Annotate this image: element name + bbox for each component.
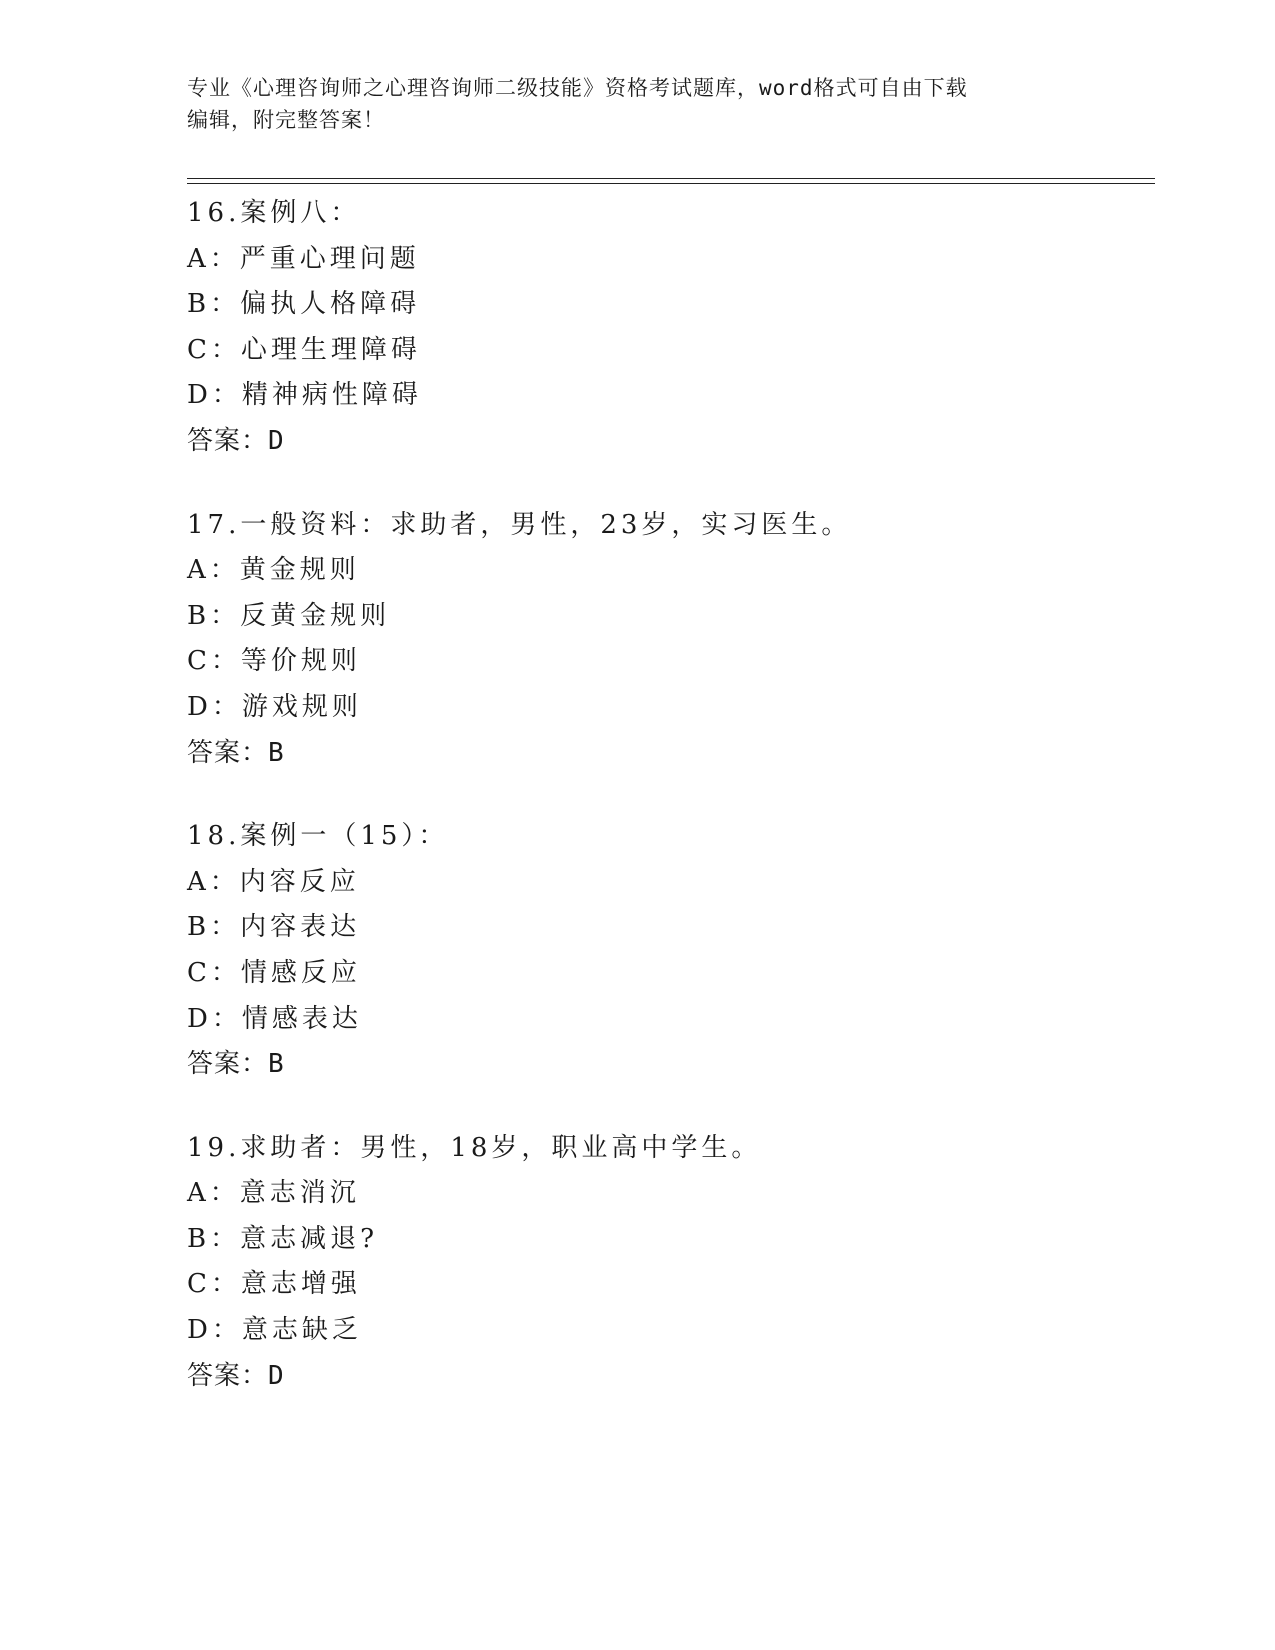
option-d: D：游戏规则 — [187, 691, 362, 722]
option-a: A：黄金规则 — [187, 555, 360, 586]
option-a: A：严重心理问题 — [187, 243, 420, 274]
document-header — [187, 72, 1087, 136]
option-d: D：精神病性障碍 — [187, 380, 422, 411]
question-list — [187, 191, 1147, 1437]
option-d: D：情感表达 — [187, 1003, 362, 1034]
option-b: B：内容表达 — [187, 912, 361, 943]
option-a: A：内容反应 — [187, 866, 360, 897]
answer-line: 答案：D — [187, 1360, 285, 1391]
question-19 — [187, 1126, 1147, 1400]
option-c: C：情感反应 — [187, 957, 361, 988]
header-line-1: 专业《心理咨询师之心理咨询师二级技能》资格考试题库，word格式可自由下载 — [187, 76, 968, 100]
question-stem: 18.案例一（15）： — [187, 821, 449, 852]
option-c: C：心理生理障碍 — [187, 334, 421, 365]
question-stem: 16.案例八： — [187, 198, 361, 228]
answer-line: 答案：B — [187, 737, 285, 768]
option-d: D：意志缺乏 — [187, 1315, 362, 1346]
option-c: C：意志增强 — [187, 1269, 361, 1300]
option-b: B：意志减退? — [187, 1223, 379, 1254]
option-a: A：意志消沉 — [187, 1178, 360, 1209]
question-stem: 19.求助者：男性，18岁，职业高中学生。 — [187, 1132, 762, 1163]
header-divider-top — [187, 178, 1155, 179]
answer-line: 答案：B — [187, 1049, 285, 1080]
question-17 — [187, 503, 1147, 777]
answer-line: 答案：D — [187, 425, 285, 456]
header-line-2: 编辑，附完整答案！ — [187, 108, 385, 132]
header-divider-bottom — [187, 183, 1155, 184]
question-18 — [187, 814, 1147, 1088]
option-c: C：等价规则 — [187, 646, 361, 677]
question-stem: 17.一般资料：求助者，男性，23岁，实习医生。 — [187, 509, 852, 540]
option-b: B：反黄金规则 — [187, 600, 391, 631]
question-16 — [187, 191, 1147, 465]
option-b: B：偏执人格障碍 — [187, 289, 421, 320]
